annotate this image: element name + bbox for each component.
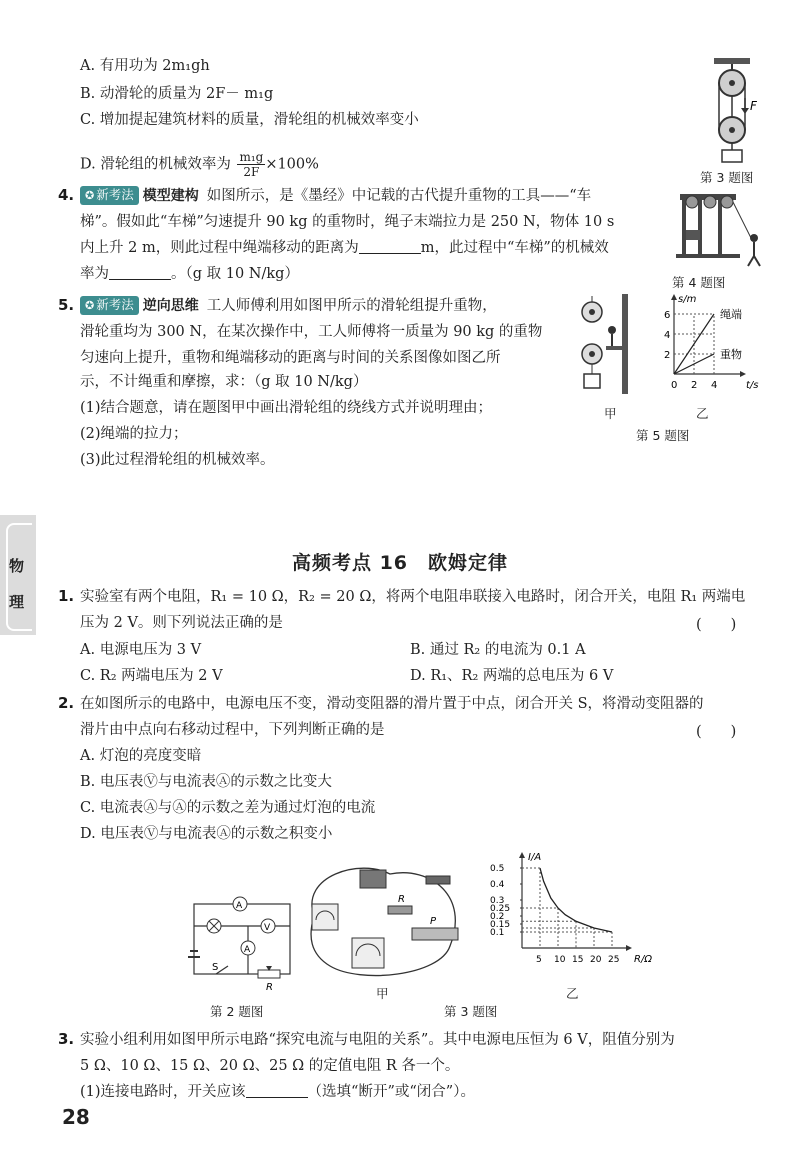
- fig2-switch-label: S: [212, 962, 219, 973]
- q4-line2: 梯”。假如此“车梯”匀速提升 90 kg 的重物时，绳子末端拉力是 250 N，物体 10 s: [80, 214, 615, 230]
- page-number: 28: [62, 1105, 90, 1129]
- fig3-yi-chart: [488, 848, 652, 968]
- q4-method: 模型建构: [142, 188, 199, 204]
- fig5-jia-label: 甲: [604, 406, 617, 421]
- fig3-yi-label: 乙: [566, 986, 579, 1001]
- s1-line2: 压为 2 V。则下列说法正确的是: [80, 615, 283, 631]
- bulb-icon: ✪: [85, 189, 95, 202]
- s1-number: 1.: [58, 587, 75, 605]
- s1-answer-paren: ( ): [696, 617, 737, 633]
- y-tick-label: 0.25: [490, 904, 511, 914]
- s2-answer-paren: ( ): [696, 724, 737, 740]
- s2-option-a: A. 灯泡的亮度变暗: [80, 748, 202, 764]
- s3-line1: 实验小组利用如图甲所示电路“探究电流与电阻的关系”。其中电源电压恒为 6 V，阻值分别为: [80, 1032, 675, 1048]
- fig5-caption: 第 5 题图: [636, 428, 690, 443]
- y-tick-label: 2: [664, 350, 671, 361]
- y-axis-arrow: [519, 852, 525, 858]
- x-axis-label: R/Ω: [634, 954, 652, 965]
- fig3-jia-apparatus: [300, 856, 468, 986]
- fig3-force-label: F: [750, 99, 757, 113]
- fig2-voltmeter: V: [264, 923, 271, 933]
- fig2-circuit-diagram: [188, 886, 298, 996]
- x-axis-label: t/s: [746, 380, 759, 391]
- s2-line1: 在如图所示的电路中，电源电压不变，滑动变阻器的滑片置于中点，闭合开关 S，将滑动变阻器的: [80, 696, 704, 712]
- y-axis-label: I/A: [528, 852, 542, 863]
- q5-line3: 匀速向上提升，重物和绳端移动的距离与时间的关系图像如图乙所: [80, 350, 501, 366]
- x-tick-label: 5: [536, 955, 542, 965]
- x-tick-label: 20: [590, 955, 602, 965]
- q5-line2: 滑轮重均为 300 N，在某次操作中，工人师傅将一质量为 90 kg 的重物: [80, 324, 543, 340]
- q5-tag: ✪ 新考法: [80, 296, 139, 315]
- q5-sub1: (1)结合题意，请在题图甲中画出滑轮组的绕线方式并说明理由；: [80, 400, 493, 416]
- y-tick-label: 4: [664, 330, 671, 341]
- y-tick-label: 0.4: [490, 880, 505, 890]
- s1-option-d: D. R₁、R₂ 两端的总电压为 6 V: [410, 668, 614, 684]
- s1-line1: 实验室有两个电阻，R₁ = 10 Ω，R₂ = 20 Ω，将两个电阻串联接入电路时，闭合开关，电阻 R₁ 两端电: [80, 589, 746, 605]
- x-tick-label: 15: [572, 955, 584, 965]
- q4-line1: ✪ 新考法 模型建构 如图所示，是《墨经》中记载的古代提升重物的工具——“车: [80, 186, 591, 206]
- fig5-jia-diagram: [578, 294, 640, 404]
- s1-option-a: A. 电源电压为 3 V: [80, 642, 202, 658]
- q4-line4: 率为 。（g 取 10 N/kg）: [80, 266, 299, 282]
- q4-blank-2: [109, 265, 171, 280]
- q3-option-b: B. 动滑轮的质量为 2F－ m₁g: [80, 86, 274, 102]
- fraction-numerator: m₁g: [239, 150, 264, 164]
- x-tick-label: 4: [711, 380, 718, 391]
- s2-option-d: D. 电压表Ⓥ与电流表Ⓐ的示数之积变小: [80, 826, 333, 842]
- x-tick-label: 10: [554, 955, 566, 965]
- q3-option-d: D. 滑轮组的机械效率为 $\frac{\text{m₁g}}{2F}$ ×100%: [80, 150, 319, 179]
- q4-blank-1: [359, 239, 421, 254]
- x-axis-arrow: [740, 371, 746, 377]
- x-axis-arrow: [626, 945, 632, 951]
- s3-blank-1: [246, 1083, 308, 1098]
- q4-line3: 内上升 2 m，则此过程中绳端移动的距离为 m，此过程中“车梯”的机械效: [80, 240, 609, 256]
- side-tab-char-1: 物: [9, 557, 25, 575]
- y-tick-label: 6: [664, 310, 671, 321]
- fraction-denominator: 2F: [243, 165, 260, 179]
- fig4-cheti-diagram: [672, 190, 762, 270]
- fig3-slider-label: P: [430, 916, 437, 927]
- q5-sub2: (2)绳端的拉力；: [80, 426, 188, 442]
- fig3-pulley-diagram: [700, 58, 770, 168]
- y-axis-arrow: [671, 294, 677, 300]
- y-tick-label: 0.15: [490, 920, 511, 930]
- section-title: 高频考点 16 欧姆定律: [291, 552, 509, 574]
- x-tick-label: 0: [671, 380, 678, 391]
- fig2-ammeter-mid: A: [244, 945, 251, 955]
- q5-line4: 示，不计绳重和摩擦，求：（g 取 10 N/kg）: [80, 374, 368, 390]
- fig3b-caption: 第 3 题图: [444, 1004, 498, 1019]
- fig5-chart: [652, 290, 762, 398]
- q5-sub3: (3)此过程滑轮组的机械效率。: [80, 452, 275, 468]
- fig2-resistor-label: R: [266, 982, 273, 993]
- s1-option-b: B. 通过 R₂ 的电流为 0.1 A: [410, 642, 586, 658]
- series-label-1: 绳端: [720, 308, 742, 321]
- x-tick-label: 2: [691, 380, 698, 391]
- fig3-jia-label: 甲: [376, 986, 389, 1001]
- q4-tag: ✪ 新考法: [80, 186, 139, 205]
- x-tick-label: 25: [608, 955, 620, 965]
- fig3-caption: 第 3 题图: [700, 170, 754, 185]
- y-axis-label: s/m: [678, 294, 697, 305]
- series-label-2: 重物: [720, 348, 742, 361]
- s3-line3: (1)连接电路时，开关应该 （选填“断开”或“闭合”）。: [80, 1084, 475, 1100]
- fig2-ammeter-top: A: [236, 901, 243, 911]
- fraction-suffix: ×100%: [265, 156, 319, 173]
- fig4-caption: 第 4 题图: [672, 275, 726, 290]
- q4-number: 4.: [58, 186, 75, 204]
- y-tick-label: 0.1: [490, 928, 505, 938]
- subject-side-tab: [0, 515, 36, 635]
- s2-option-c: C. 电流表Ⓐ与Ⓐ的示数之差为通过灯泡的电流: [80, 800, 376, 816]
- bulb-icon: ✪: [85, 299, 95, 312]
- q3-option-a: A. 有用功为 2m₁gh: [80, 58, 210, 74]
- q3-option-c: C. 增加提起建筑材料的质量，滑轮组的机械效率变小: [80, 112, 419, 128]
- s2-option-b: B. 电压表Ⓥ与电流表Ⓐ的示数之比变大: [80, 774, 332, 790]
- y-tick-label: 0.2: [490, 912, 505, 922]
- y-tick-label: 0.3: [490, 896, 505, 906]
- s3-number: 3.: [58, 1030, 75, 1048]
- s2-line2: 滑片由中点向右移动过程中，下列判断正确的是: [80, 722, 385, 738]
- side-tab-char-2: 理: [9, 593, 25, 611]
- s2-number: 2.: [58, 694, 75, 712]
- fig5-yi-label: 乙: [696, 406, 709, 421]
- q5-number: 5.: [58, 296, 75, 314]
- s1-option-c: C. R₂ 两端电压为 2 V: [80, 668, 223, 684]
- fig2-caption: 第 2 题图: [210, 1004, 264, 1019]
- s3-line2: 5 Ω、10 Ω、15 Ω、20 Ω、25 Ω 的定值电阻 R 各一个。: [80, 1058, 460, 1074]
- fig3-resistor-label: R: [398, 894, 405, 905]
- q5-method: 逆向思维: [142, 298, 199, 314]
- q5-line1: ✪ 新考法 逆向思维 工人师傅利用如图甲所示的滑轮组提升重物，: [80, 296, 497, 316]
- y-tick-label: 0.5: [490, 864, 505, 874]
